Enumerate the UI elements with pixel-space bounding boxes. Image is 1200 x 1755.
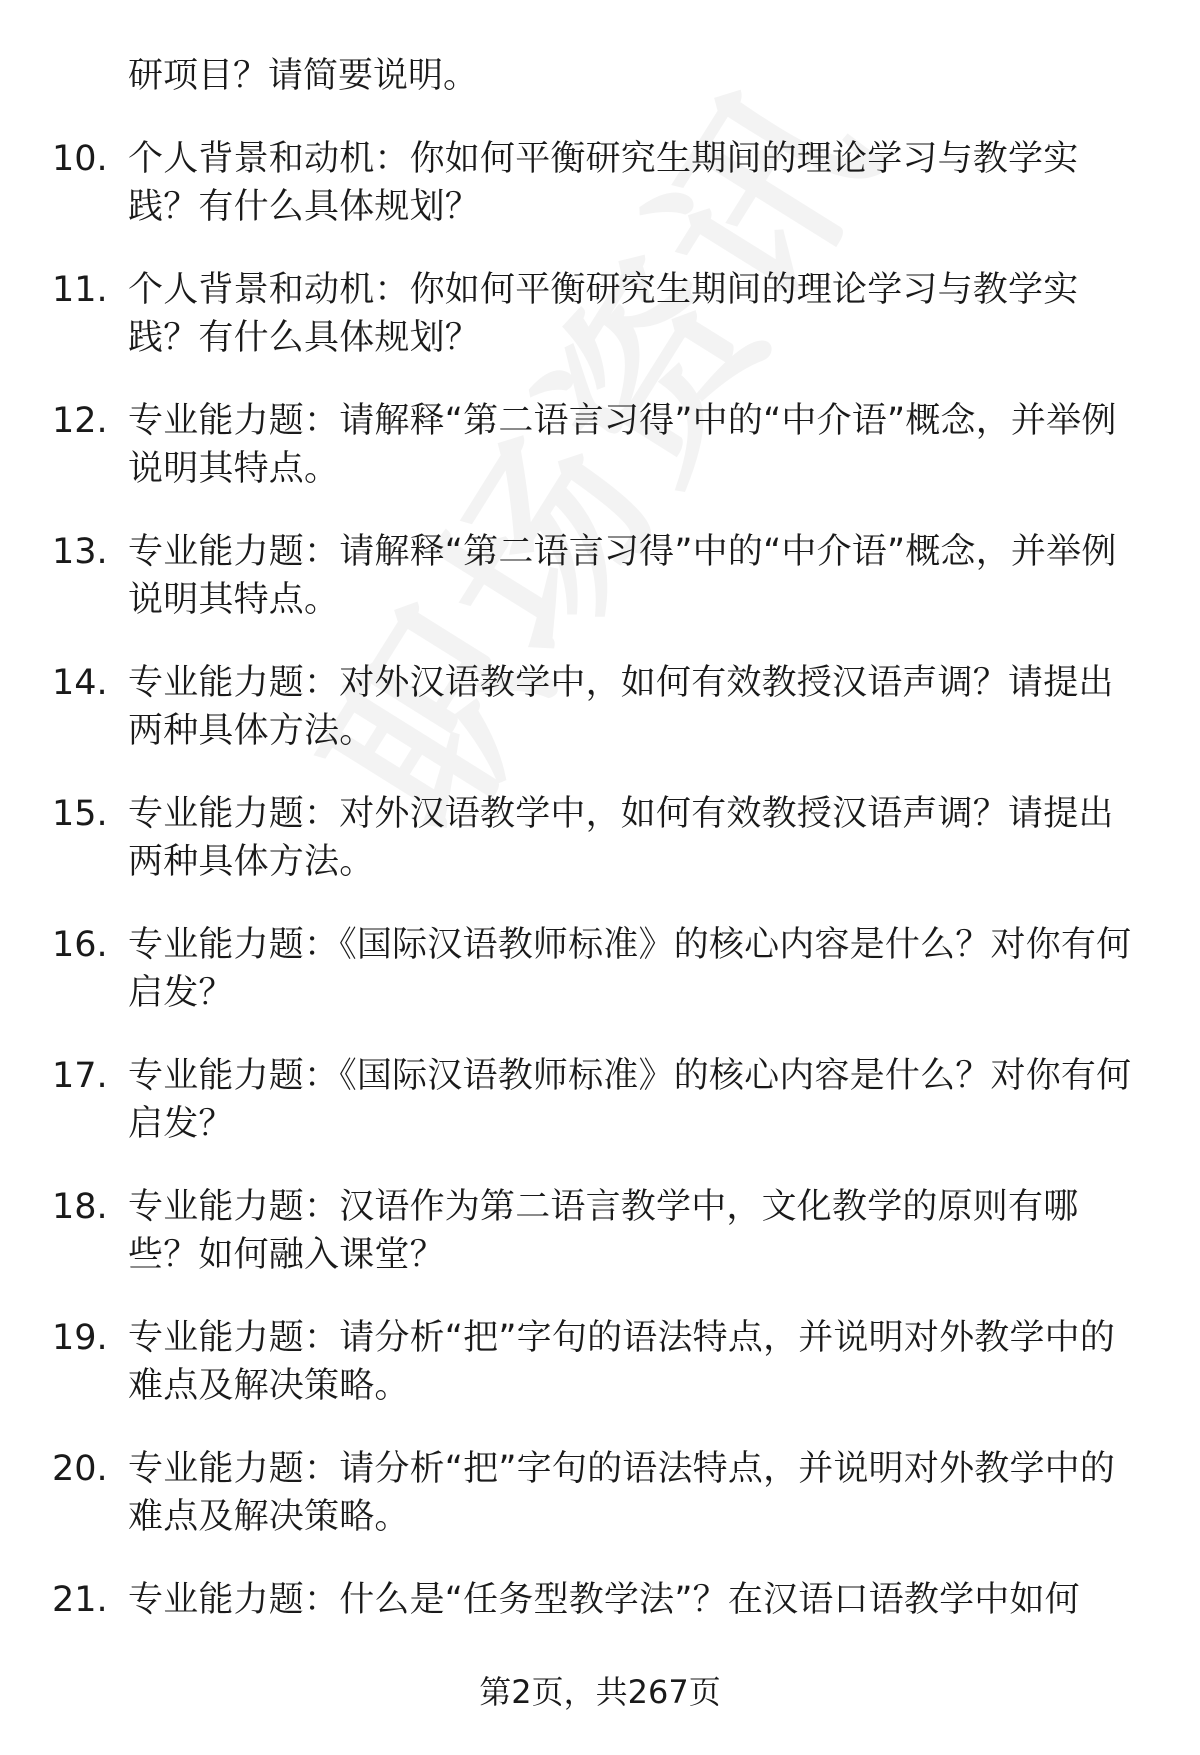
item-text: 专业能力题：请分析“把”字句的语法特点，并说明对外教学中的难点及解决策略。 [128, 1318, 1116, 1406]
list-item [0, 528, 1200, 624]
item-number: 18. [52, 1187, 108, 1227]
item-number: 17. [52, 1056, 108, 1096]
item-text: 专业能力题：什么是“任务型教学法”？在汉语口语教学中如何 [128, 1580, 1080, 1620]
item-text: 专业能力题：《国际汉语教师标准》的核心内容是什么？对你有何启发？ [128, 925, 1132, 1013]
item-number: 20. [52, 1449, 108, 1489]
list-item [0, 1445, 1200, 1541]
item-number: 16. [52, 925, 108, 965]
item-text: 个人背景和动机：你如何平衡研究生期间的理论学习与教学实践？有什么具体规划？ [128, 139, 1079, 227]
list-item [0, 790, 1200, 886]
question-list [0, 52, 1200, 1659]
item-number: 14. [52, 663, 108, 703]
list-item [0, 397, 1200, 493]
item-text: 专业能力题：请解释“第二语言习得”中的“中介语”概念，并举例说明其特点。 [128, 401, 1117, 489]
item-number: 15. [52, 794, 108, 834]
item-number: 11. [52, 270, 108, 310]
list-item [0, 1052, 1200, 1148]
list-item [0, 135, 1200, 231]
item-text: 专业能力题：请分析“把”字句的语法特点，并说明对外教学中的难点及解决策略。 [128, 1449, 1116, 1537]
item-number: 12. [52, 401, 108, 441]
list-item [0, 921, 1200, 1017]
list-item [0, 266, 1200, 362]
list-item [0, 659, 1200, 755]
list-item [0, 1183, 1200, 1279]
list-item [0, 1314, 1200, 1410]
page-footer: 第2页，共267页 [479, 1673, 721, 1711]
item-text: 专业能力题：对外汉语教学中，如何有效教授汉语声调？请提出两种具体方法。 [128, 794, 1114, 882]
item-number: 19. [52, 1318, 108, 1358]
item-text: 专业能力题：《国际汉语教师标准》的核心内容是什么？对你有何启发？ [128, 1056, 1132, 1144]
item-text: 个人背景和动机：你如何平衡研究生期间的理论学习与教学实践？有什么具体规划？ [128, 270, 1079, 358]
item-text: 专业能力题：汉语作为第二语言教学中，文化教学的原则有哪些？如何融入课堂？ [128, 1187, 1079, 1275]
list-item [0, 1576, 1200, 1624]
continuation-line: 研项目？请简要说明。 [128, 56, 479, 96]
item-text: 专业能力题：请解释“第二语言习得”中的“中介语”概念，并举例说明其特点。 [128, 532, 1117, 620]
item-text: 专业能力题：对外汉语教学中，如何有效教授汉语声调？请提出两种具体方法。 [128, 663, 1114, 751]
item-number: 10. [52, 139, 108, 179]
item-number: 21. [52, 1580, 108, 1620]
item-number: 13. [52, 532, 108, 572]
